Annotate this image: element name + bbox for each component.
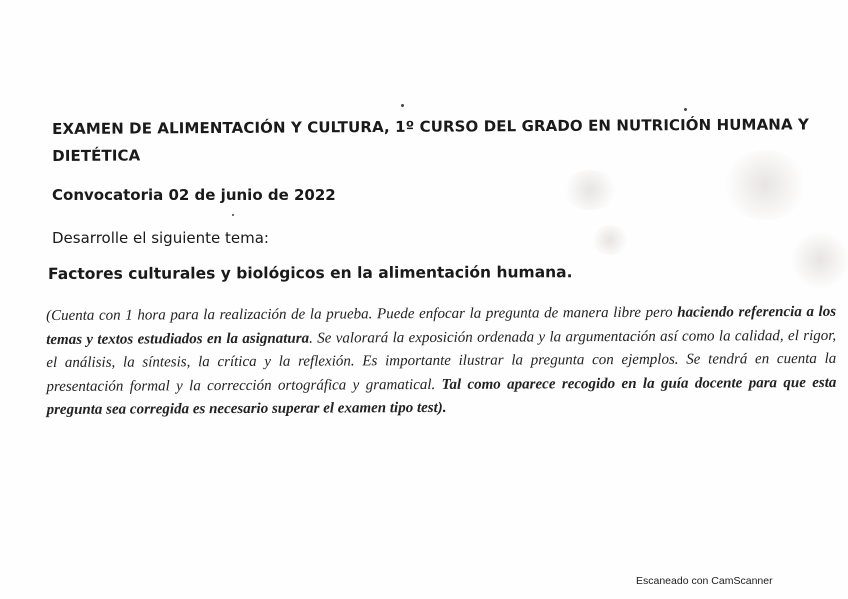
note-text-bold-1: haciendo referencia a los temas y textos estudiados en la asignatura	[46, 303, 837, 348]
exam-title: EXAMEN DE ALIMENTACIÓN Y CULTURA, 1º CURSO DEL GRADO EN NUTRICIÓN HUMANA Y DIETÉTICA	[52, 115, 809, 165]
scan-smudge	[790, 230, 848, 290]
exam-date: Convocatoria 02 de junio de 2022	[52, 186, 336, 204]
note-text-bold-2: Tal como aparece recogido en la guía docente para que esta pregunta sea corregida es necesario superar el examen tipo test).	[46, 374, 837, 418]
scan-speck	[401, 104, 404, 107]
exam-note	[46, 301, 837, 423]
exam-topic: Factores culturales y biológicos en la alimentación humana.	[48, 263, 573, 283]
scan-speck	[232, 214, 234, 216]
scan-smudge	[560, 170, 620, 210]
scan-speck	[684, 108, 687, 111]
exam-instruction: Desarrolle el siguiente tema:	[52, 229, 269, 247]
note-text-2: . Se valorará la exposición ordenada y la argumentación así como la calidad, el rigor, el análisis, la síntesis, la crítica y la reflexión. Es importante ilustrar la pregunta con ejemplos. Se tendrá en cuenta la presentación formal y la corrección ortográfica y gramatical.	[46, 327, 837, 395]
note-text-1: (Cuenta con 1 hora para la realización de la prueba. Puede enfocar la pregunta de manera libre pero	[46, 304, 678, 324]
scanner-watermark: Escaneado con CamScanner	[636, 575, 773, 587]
scan-smudge	[590, 225, 630, 255]
